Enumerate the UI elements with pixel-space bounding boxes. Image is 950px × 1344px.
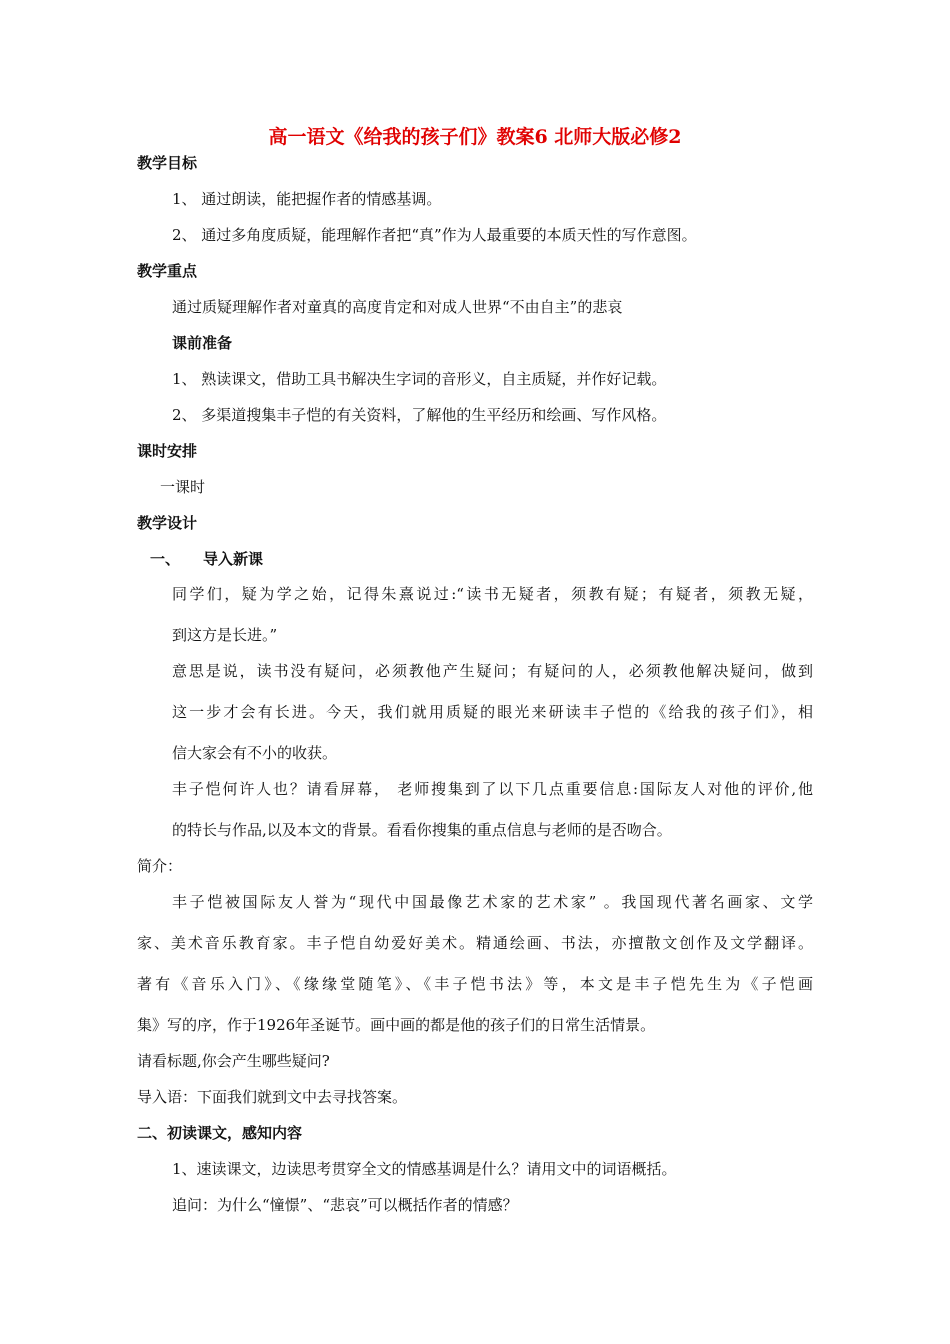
section2-item-1: 1、速读课文，边读思考贯穿全文的情感基调是什么？请用文中的词语概括。: [172, 1160, 677, 1178]
section1-line-1: 同学们，疑为学之始，记得朱熹说过:“读书无疑者，须教有疑；有疑者，须教无疑，: [172, 585, 813, 603]
document-title: 高一语文《给我的孩子们》教案6 北师大版必修2: [268, 126, 682, 148]
preparation-item-1: 1、 熟读课文，借助工具书解决生字词的音形义，自主质疑，并作好记载。: [172, 370, 667, 388]
heading-objectives: 教学目标: [137, 154, 198, 172]
preparation-item-2: 2、 多渠道搜集丰子恺的有关资料，了解他的生平经历和绘画、写作风格。: [172, 406, 667, 424]
intro-line-2: 家、美术音乐教育家。丰子恺自幼爱好美术。精通绘画、书法，亦擅散文创作及文学翻译。: [137, 934, 813, 952]
objective-item-2: 2、 通过多角度质疑，能理解作者把“真”作为人最重要的本质天性的写作意图。: [172, 226, 697, 244]
section1-number: 一、: [150, 550, 181, 568]
section1-heading: 导入新课: [203, 550, 264, 568]
section1-line-4: 这一步才会有长进。今天，我们就用质疑的眼光来研读丰子恺的《给我的孩子们》，相: [172, 703, 813, 721]
lead-text: 导入语：下面我们就到文中去寻找答案。: [137, 1088, 408, 1106]
heading-schedule: 课时安排: [137, 442, 198, 460]
objective-item-1: 1、 通过朗读，能把握作者的情感基调。: [172, 190, 442, 208]
intro-line-1: 丰子恺被国际友人誉为“现代中国最像艺术家的艺术家” 。我国现代著名画家、文学: [172, 893, 813, 911]
intro-line-4: 集》写的序，作于1926年圣诞节。画中画的都是他的孩子们的日常生活情景。: [137, 1016, 656, 1034]
question-text: 请看标题,你会产生哪些疑问?: [137, 1052, 330, 1070]
section1-line-5: 信大家会有不小的收获。: [172, 744, 338, 762]
section1-line-3: 意思是说，读书没有疑问，必须教他产生疑问；有疑问的人，必须教他解决疑问，做到: [172, 662, 813, 680]
section1-line-2: 到这方是长进。”: [172, 626, 278, 644]
section1-line-6: 丰子恺何许人也？请看屏幕， 老师搜集到了以下几点重要信息:国际友人对他的评价,他: [172, 780, 813, 798]
heading-preparation: 课前准备: [172, 334, 233, 352]
intro-line-3: 著有《音乐入门》、《缘缘堂随笔》、《丰子恺书法》等，本文是丰子恺先生为《子恺画: [137, 975, 813, 993]
section2-item-2: 追问：为什么“憧憬”、“悲哀”可以概括作者的情感？: [172, 1196, 518, 1214]
intro-label: 简介：: [137, 857, 183, 875]
schedule-text: 一课时: [160, 478, 206, 496]
heading-focus: 教学重点: [137, 262, 198, 280]
heading-design: 教学设计: [137, 514, 198, 532]
focus-text: 通过质疑理解作者对童真的高度肯定和对成人世界“不由自主”的悲哀: [172, 298, 623, 316]
section1-line-7: 的特长与作品,以及本文的背景。看看你搜集的重点信息与老师的是否吻合。: [172, 821, 672, 839]
section2-heading: 二、初读课文，感知内容: [137, 1124, 303, 1142]
